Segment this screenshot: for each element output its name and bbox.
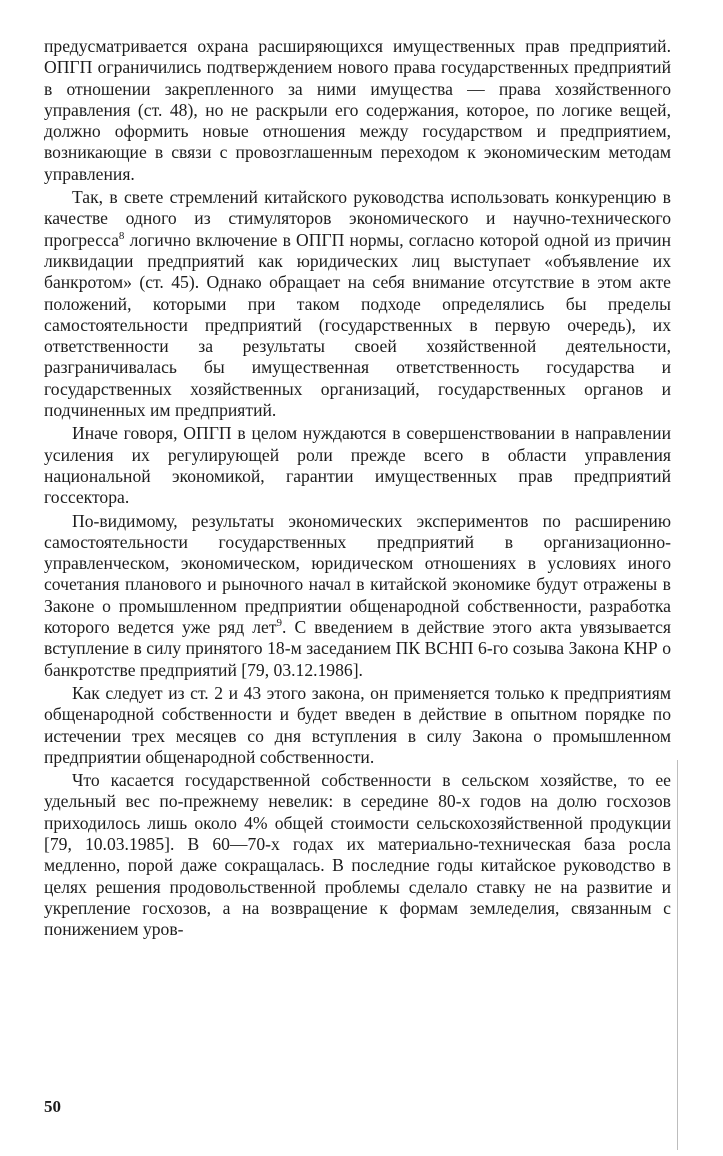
paragraph-1: [44, 36, 671, 185]
paragraph-3: [44, 423, 671, 508]
paragraph-6: [44, 770, 671, 940]
paragraph-4-text-a: По-видимому, результаты экономических экспериментов по расширению самостоятельности государственных предприятий в организационно-управленческом, экономическом, юридическом отношениях в условиях иного сочетания планового и рыночного начал в китайской экономике будут отражены в Законе о промышленном предприятии общенародной собственности, разработка которого ведется уже ряд лет: [44, 510, 671, 638]
footnote-ref-8: 8: [118, 229, 125, 242]
scan-edge-line: [677, 760, 678, 1150]
paragraph-5-text: Как следует из ст. 2 и 43 этого закона, он применяется только к предприятиям общенародной собственности и будет введен в действие в опытном порядке по истечении трех месяцев со дня вступления в силу Закона о промышленном предприятии общенародной собственности.: [44, 682, 671, 767]
paragraph-6-text: Что касается государственной собственности в сельском хозяйстве, то ее удельный вес по-прежнему невелик: в середине 80-х годов на долю госхозов приходилось лишь около 4% общей стоимости сельскохозяйственной продукции [79, 10.03.1985]. В 60—70-х годах их материально-техническая база росла медленно, порой даже сокращалась. В последние годы китайское руководство в целях решения продовольственной проблемы сделало ставку не на развитие и укрепление госхозов, а на возвращение к формам земледелия, связанным с понижением уров-: [44, 770, 671, 940]
paragraph-2-text-b: логично включение в ОПГП нормы, согласно которой одной из причин ликвидации предприятий как юридических лиц выступает «объявление их банкротом» (ст. 45). Однако обращает на себя внимание отсутствие в этом акте положений, которыми при таком подходе определялись бы пределы самостоятельности предприятий (государственных в первую очередь), их ответственности за результаты своей хозяйственной деятельности, разграничивалась бы имущественная ответственность государства и государственных хозяйственных организаций, государственных органов и подчиненных им предприятий.: [44, 229, 671, 421]
paragraph-1-text: предусматривается охрана расширяющихся имущественных прав предприятий. ОПГП ограничились подтверждением нового права государственных предприятий в отношении закрепленного за ними имущества — права хозяйственного управления (ст. 48), но не раскрыли его содержания, которое, по логике вещей, должно оформить новые отношения между государством и предприятием, возникающие в связи с провозглашенным переходом к экономическим методам управления.: [44, 36, 671, 184]
paragraph-5: [44, 683, 671, 768]
paragraph-2: [44, 187, 671, 421]
paragraph-4-text-b: . С введением в действие этого акта увязывается вступление в силу принятого 18-м заседанием ПК ВСНП 6-го созыва Закона КНР о банкротстве предприятий [79, 03.12.1986].: [44, 617, 671, 680]
page-body: [44, 36, 671, 942]
footnote-ref-9: 9: [276, 617, 283, 630]
paragraph-3-text: Иначе говоря, ОПГП в целом нуждаются в совершенствовании в направлении усиления их регулирующей роли прежде всего в области управления национальной экономикой, гарантии имущественных прав предприятий госсектора.: [44, 423, 671, 508]
page-number: 50: [44, 1097, 61, 1116]
paragraph-2-text-a: Так, в свете стремлений китайского руководства использовать конкуренцию в качестве одного из стимуляторов экономического и научно-технического прогресса: [44, 187, 671, 250]
paragraph-4: [44, 511, 671, 681]
